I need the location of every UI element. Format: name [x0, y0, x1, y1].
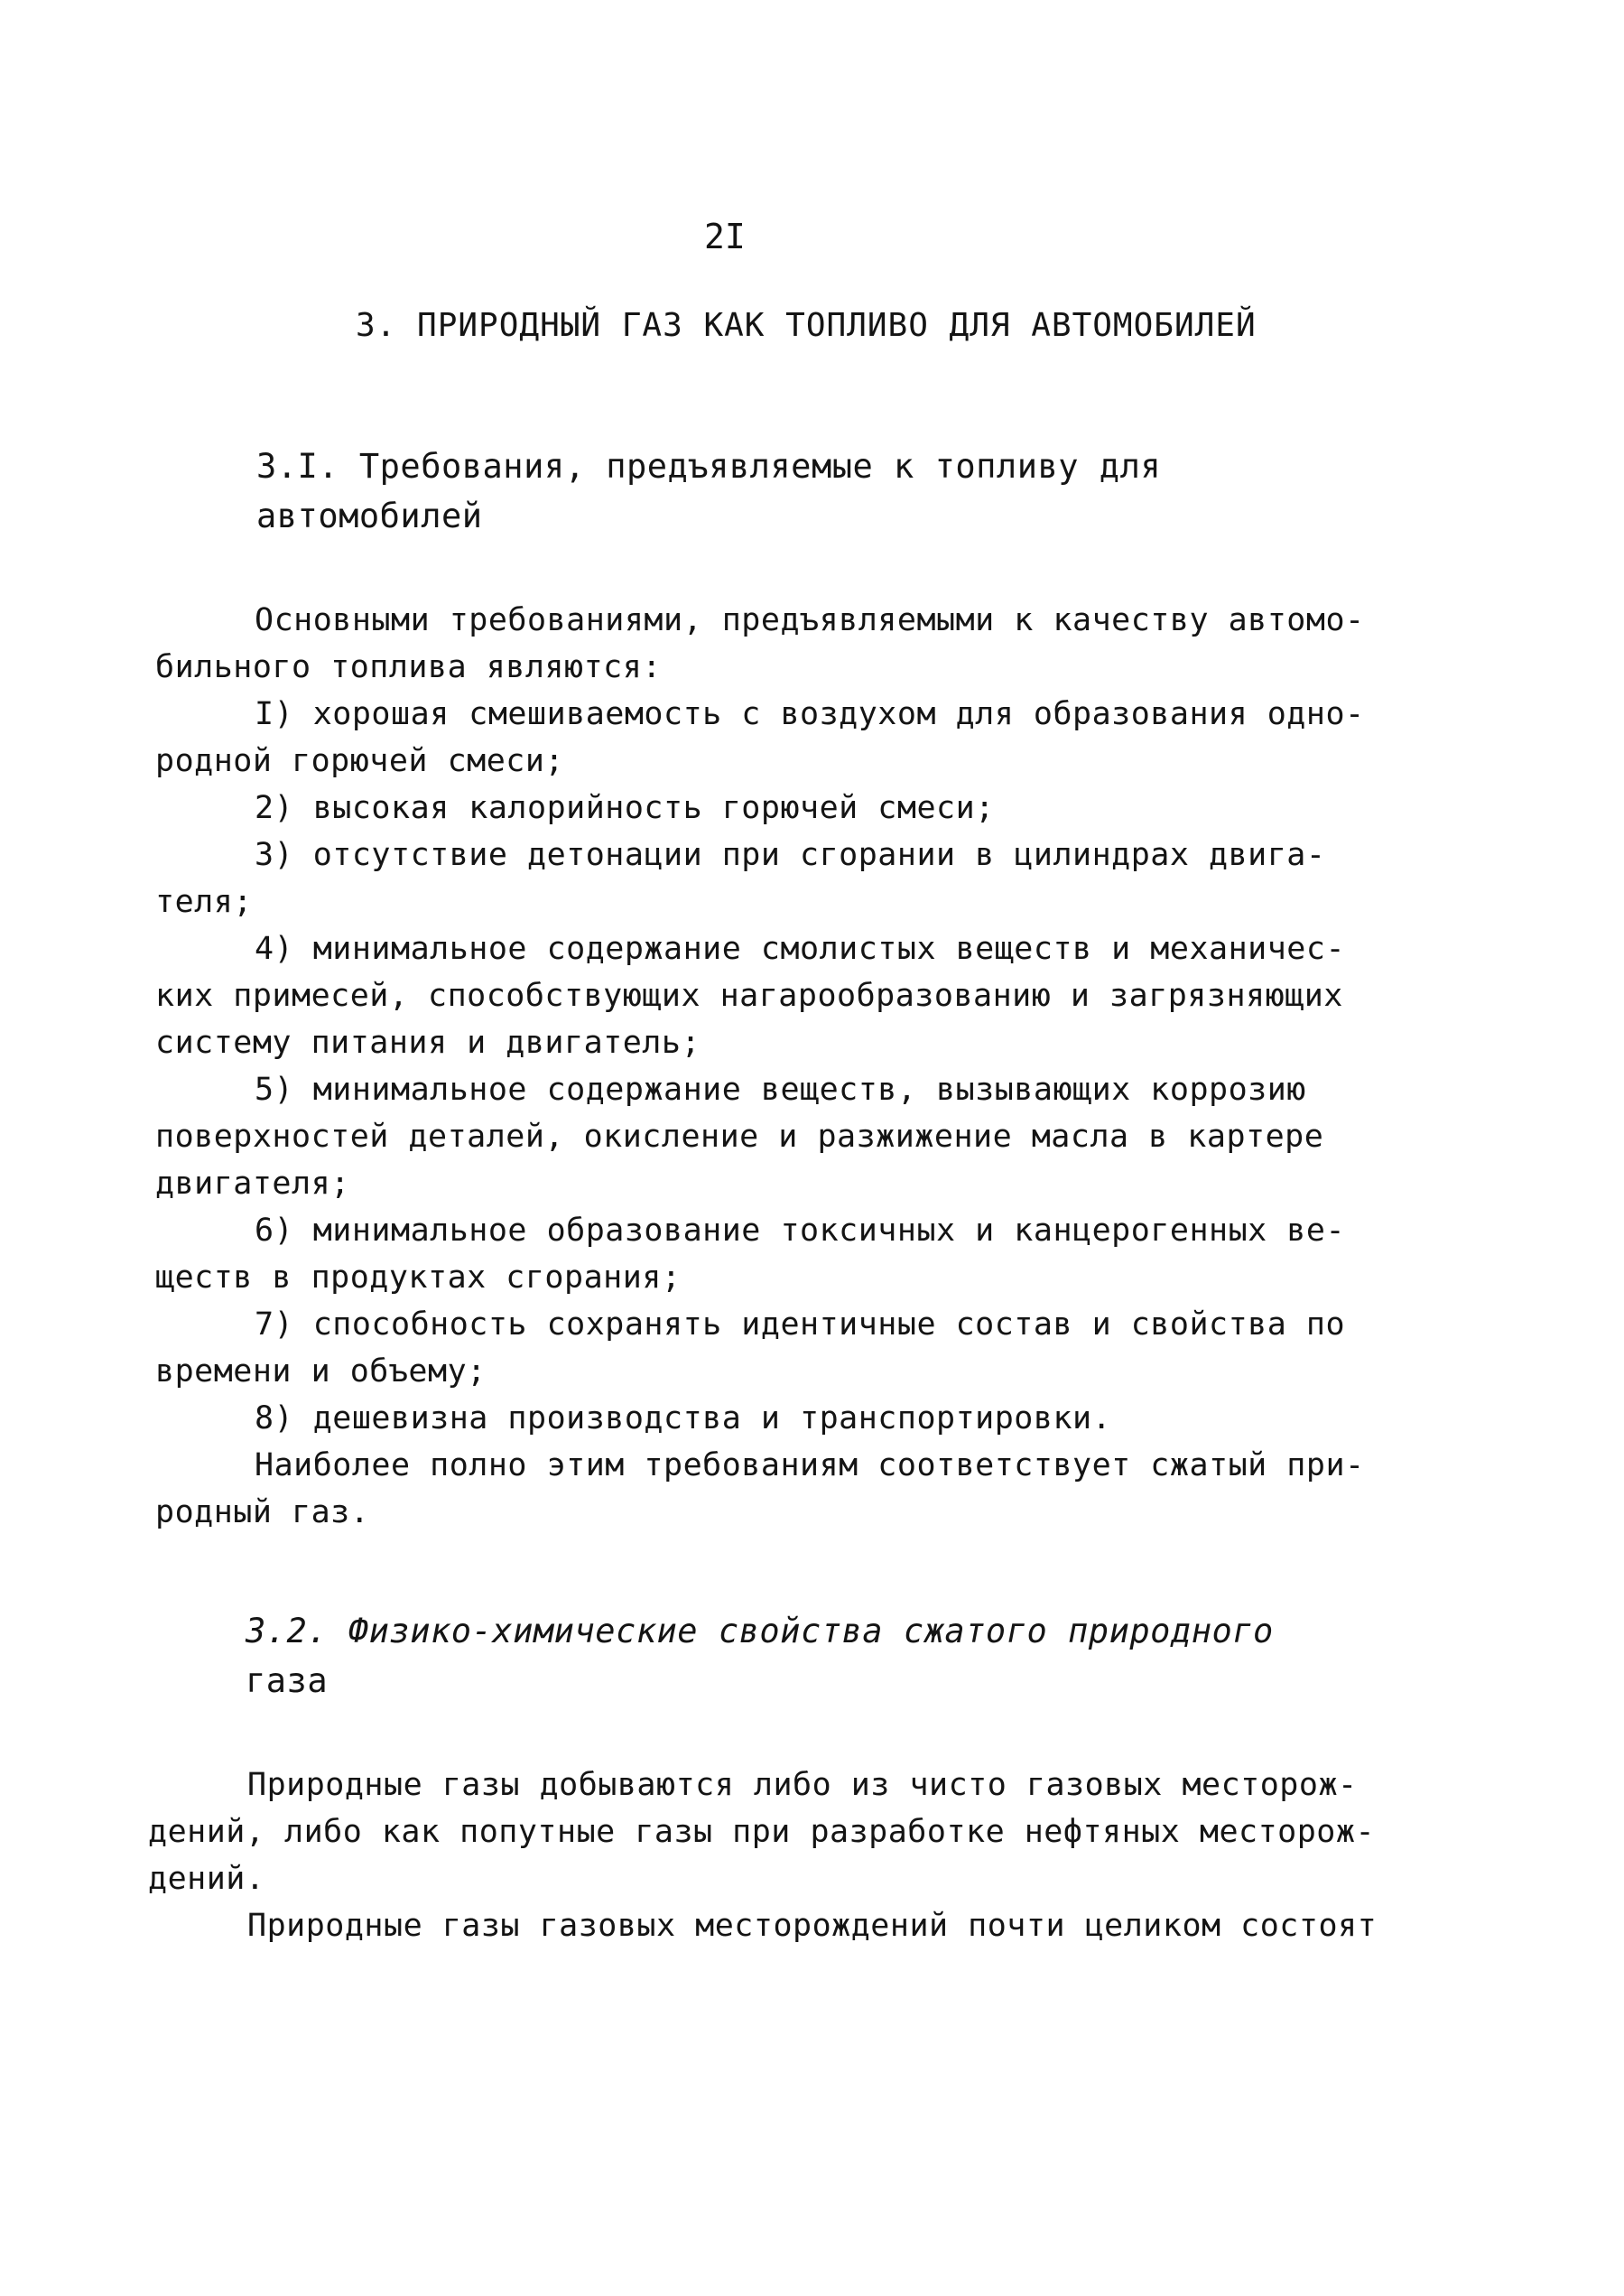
list-item-continuation: теля; — [155, 884, 253, 920]
list-item: 4) минимальное содержание смолистых веществ и механичес- — [255, 931, 1346, 967]
paragraph-line: дений. — [148, 1861, 265, 1897]
section-heading-3-2-line1: 3.2. Физико-химические свойства сжатого природного — [246, 1612, 1274, 1650]
list-item-continuation: ществ в продуктах сгорания; — [155, 1260, 682, 1296]
list-item: 7) способность сохранять идентичные состав и свойства по — [255, 1306, 1346, 1343]
paragraph-line: Природные газы газовых месторождений почти целиком состоят — [247, 1908, 1378, 1944]
paragraph-line: Природные газы добываются либо из чисто газовых месторож- — [247, 1767, 1358, 1803]
paragraph-line: Основными требованиями, предъявляемыми к качеству автомо- — [255, 602, 1365, 638]
list-item-continuation: родной горючей смеси; — [155, 743, 565, 779]
list-item: 5) минимальное содержание веществ, вызывающих коррозию — [255, 1072, 1306, 1108]
list-item-continuation: времени и объему; — [155, 1353, 487, 1390]
list-item: 6) минимальное образование токсичных и канцерогенных ве- — [255, 1213, 1346, 1249]
list-item: I) хорошая смешиваемость с воздухом для образования одно- — [255, 696, 1365, 732]
paragraph-line: родный газ. — [155, 1494, 370, 1530]
page-number: 2I — [704, 217, 746, 256]
paragraph-line: Наиболее полно этим требованиям соответствует сжатый при- — [255, 1447, 1365, 1483]
chapter-title: 3. ПРИРОДНЫЙ ГАЗ КАК ТОПЛИВО ДЛЯ АВТОМОБИЛЕЙ — [356, 307, 1257, 344]
paragraph-line: бильного топлива являются: — [155, 649, 662, 685]
section-heading-3-1-line1: 3.I. Требования, предъявляемые к топливу для — [256, 447, 1162, 486]
list-item-continuation: систему питания и двигатель; — [155, 1025, 701, 1061]
list-item-continuation: ких примесей, способствующих нагарообразованию и загрязняющих — [155, 978, 1343, 1014]
list-item-continuation: двигателя; — [155, 1166, 350, 1202]
paragraph-line: дений, либо как попутные газы при разработке нефтяных месторож- — [148, 1814, 1376, 1850]
section-heading-3-2-line2: газа — [246, 1661, 329, 1700]
list-item: 2) высокая калорийность горючей смеси; — [255, 790, 995, 826]
section-heading-3-1-line2: автомобилей — [256, 497, 483, 535]
list-item: 3) отсутствие детонации при сгорании в цилиндрах двига- — [255, 837, 1326, 873]
list-item: 8) дешевизна производства и транспортировки. — [255, 1400, 1112, 1436]
list-item-continuation: поверхностей деталей, окисление и разжижение масла в картере — [155, 1119, 1324, 1155]
